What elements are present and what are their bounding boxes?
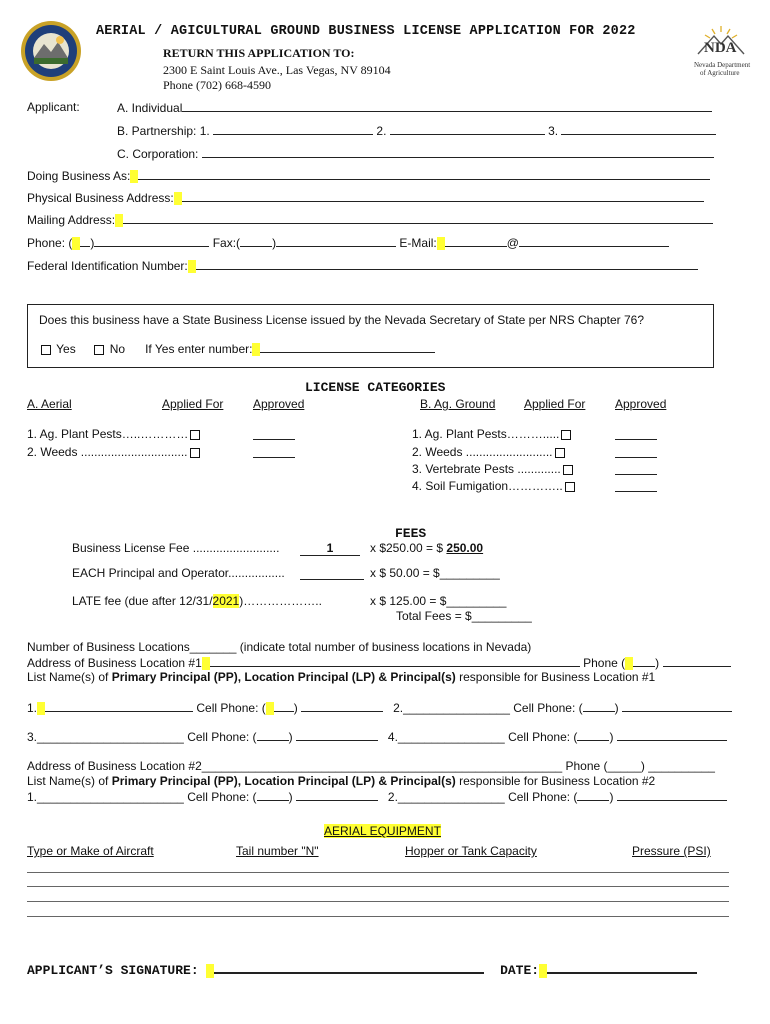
location-1-address-label: Address of Business Location #1 <box>27 656 202 670</box>
fed-id-label: Federal Identification Number: <box>27 259 188 273</box>
column-pressure: Pressure (PSI) <box>632 844 711 858</box>
location-2-principal-1[interactable]: 1.______________________ <box>27 790 184 804</box>
corporation-label: C. Corporation: <box>117 147 199 161</box>
principal-2[interactable]: 2.________________ <box>393 701 510 715</box>
aerial-item-2 <box>27 445 202 459</box>
dba-field[interactable] <box>138 168 710 180</box>
principal-fee-qty[interactable] <box>300 568 364 580</box>
contact-row <box>27 235 669 250</box>
mailing-address-field[interactable] <box>123 212 713 224</box>
fax-close: ) <box>272 236 277 250</box>
list1-pre: List Name(s) of <box>27 670 112 684</box>
partner-2-field[interactable] <box>390 123 545 135</box>
location-2-list-label <box>27 774 655 788</box>
ground-item-2 <box>412 445 567 459</box>
late-fee-post: )……………….. <box>239 594 322 608</box>
location-2-principal-1-cell-label: Cell Phone: ( <box>187 790 257 804</box>
aerial-item-2-label: 2. Weeds ................................ <box>27 445 188 459</box>
principal-2-cell-close: ) <box>614 701 619 715</box>
location-1-row-2 <box>27 729 727 744</box>
principal-fee-label: EACH Principal and Operator................. <box>72 566 285 580</box>
license-fee-total[interactable]: 250.00 <box>446 541 484 555</box>
individual-field[interactable] <box>182 100 712 112</box>
principal-3-cell-label: Cell Phone: ( <box>187 730 257 744</box>
license-fee-calc <box>370 541 483 555</box>
page-title: AERIAL / AGICULTURAL GROUND BUSINESS LICENSE APPLICATION FOR 2022 <box>96 24 636 39</box>
no-checkbox[interactable] <box>94 345 104 355</box>
partner-2-label: 2. <box>376 124 387 138</box>
fax-area-field[interactable] <box>240 235 272 247</box>
principal-2-cell-label: Cell Phone: ( <box>513 701 583 715</box>
aerial-heading: A. Aerial <box>27 397 72 411</box>
location-2-principal-1-cell-field[interactable] <box>296 789 378 801</box>
principal-4-cell-area[interactable] <box>577 729 609 741</box>
late-fee-label <box>72 594 322 608</box>
location-1-address-field[interactable] <box>210 655 580 667</box>
principal-2-cell-field[interactable] <box>622 700 732 712</box>
principal-1-field[interactable] <box>45 700 193 712</box>
location-2-principal-1-cell-area[interactable] <box>257 789 289 801</box>
principal-4-cell-field[interactable] <box>617 729 727 741</box>
late-fee-year: 2021 <box>212 594 240 608</box>
date-field[interactable] <box>547 959 697 974</box>
aerial-item-2-checkbox[interactable] <box>190 448 200 458</box>
aerial-approved-1[interactable] <box>253 428 295 440</box>
principal-4[interactable]: 4.________________ <box>387 730 505 744</box>
late-fee-calc: x $ 125.00 = $_________ <box>370 594 507 608</box>
aerial-item-1-checkbox[interactable] <box>190 430 200 440</box>
principal-3-cell-close: ) <box>288 730 293 744</box>
location-1-phone-field[interactable] <box>663 655 731 667</box>
list1-bold: Primary Principal (PP), Location Principal (LP) & Principal(s) <box>111 670 456 684</box>
fax-field[interactable] <box>276 235 396 247</box>
state-license-options <box>39 341 435 356</box>
date-label: DATE: <box>500 963 540 978</box>
ground-item-1-checkbox[interactable] <box>561 430 571 440</box>
applicant-label: Applicant: <box>27 100 80 114</box>
ground-item-3 <box>412 462 575 476</box>
ground-approved-heading: Approved <box>615 397 667 411</box>
yes-label: Yes <box>56 342 76 356</box>
column-hopper-capacity: Hopper or Tank Capacity <box>405 844 537 858</box>
fed-id-row <box>27 258 698 273</box>
return-address: 2300 E Saint Louis Ave., Las Vegas, NV 89104 <box>163 63 391 77</box>
equipment-row-4[interactable] <box>27 916 729 917</box>
phone-label: Phone: ( <box>27 236 73 250</box>
location-2-row-1 <box>27 789 727 804</box>
ground-item-4-checkbox[interactable] <box>565 482 575 492</box>
phone-field[interactable] <box>94 235 209 247</box>
total-fees: Total Fees = $_________ <box>396 609 532 623</box>
yes-checkbox[interactable] <box>41 345 51 355</box>
mailing-address-label: Mailing Address: <box>27 213 116 227</box>
corporation-row <box>117 146 714 161</box>
list2-post: responsible for Business Location #2 <box>455 774 656 788</box>
ground-approved-3[interactable] <box>615 463 657 475</box>
ground-applied-for-heading: Applied For <box>524 397 586 411</box>
location-2-principal-2-cell-area[interactable] <box>577 789 609 801</box>
phone-area-field[interactable] <box>72 237 80 250</box>
ground-heading: B. Ag. Ground <box>420 397 496 411</box>
email-at: @ <box>506 236 519 250</box>
late-fee-pre: LATE fee (due after 12/31/ <box>72 594 213 608</box>
state-license-number-field[interactable] <box>260 341 435 353</box>
principal-1-cell-field[interactable] <box>301 700 383 712</box>
if-yes-label: If Yes enter number: <box>145 342 253 356</box>
location-1-phone-label: Phone ( <box>583 656 626 670</box>
location-2-principal-2-cell-field[interactable] <box>617 789 727 801</box>
principal-3-cell-area[interactable] <box>257 729 289 741</box>
state-license-question: Does this business have a State Business License issued by the Nevada Secretary of State per NRS Chapter 76? <box>39 313 645 327</box>
number-of-locations: Number of Business Locations_______ (indicate total number of business locations in Nevada) <box>27 640 532 654</box>
license-fee-qty[interactable] <box>300 541 360 556</box>
location-1-address-row <box>27 655 731 670</box>
ground-item-3-label: 3. Vertebrate Pests ............. <box>412 462 561 476</box>
license-fee-qty-value: 1 <box>326 541 334 555</box>
ground-item-2-checkbox[interactable] <box>555 448 565 458</box>
location-2-principal-2-cell-close: ) <box>609 790 614 804</box>
fax-label: Fax:( <box>212 236 241 250</box>
aerial-approved-heading: Approved <box>253 397 305 411</box>
column-tail-number: Tail number "N" <box>236 844 319 858</box>
location-2-principal-2[interactable]: 2.________________ <box>387 790 505 804</box>
principal-3-cell-field[interactable] <box>296 729 378 741</box>
physical-address-field[interactable] <box>182 190 704 202</box>
location-1-list-label <box>27 670 655 684</box>
license-fee-calc-label: x $250.00 = $ <box>370 541 444 555</box>
ground-item-3-checkbox[interactable] <box>563 465 573 475</box>
principal-3[interactable]: 3.______________________ <box>27 730 184 744</box>
aerial-applied-for-heading: Applied For <box>162 397 224 411</box>
aerial-item-1 <box>27 427 202 441</box>
license-categories-title: LICENSE CATEGORIES <box>305 380 446 395</box>
ground-item-1 <box>412 427 573 441</box>
location-1-phone-close: ) <box>655 656 660 670</box>
ground-item-4-label: 4. Soil Fumigation………….. <box>412 479 563 493</box>
email-domain-field[interactable] <box>519 235 669 247</box>
phone-close: ) <box>90 236 95 250</box>
mailing-address-row <box>27 212 713 227</box>
fed-id-field[interactable] <box>196 258 698 270</box>
location-2-principal-2-cell-label: Cell Phone: ( <box>508 790 578 804</box>
ground-approved-2[interactable] <box>615 446 657 458</box>
partner-3-field[interactable] <box>561 123 716 135</box>
principal-1-cell-area[interactable] <box>266 702 274 715</box>
principal-fee-calc: x $ 50.00 = $_________ <box>370 566 500 580</box>
location-1-phone-area[interactable] <box>625 657 633 670</box>
nda-logo-sub1: Nevada Department <box>694 61 751 69</box>
ground-item-2-label: 2. Weeds .......................... <box>412 445 553 459</box>
ground-item-1-label: 1. Ag. Plant Pests………..... <box>412 427 560 441</box>
location-2-address[interactable]: Address of Business Location #2______________________________________________________ Phone (_____) __________ <box>27 759 715 773</box>
aerial-item-1-label: 1. Ag. Plant Pests…..………… <box>27 427 189 441</box>
list1-post: responsible for Business Location #1 <box>455 670 656 684</box>
partner-1-field[interactable] <box>213 123 373 135</box>
principal-1-cell-label: Cell Phone: ( <box>196 701 266 715</box>
principal-2-cell-area[interactable] <box>583 700 615 712</box>
equipment-row-1[interactable] <box>27 872 729 873</box>
partnership-label: B. Partnership: 1. <box>117 124 210 138</box>
aerial-approved-2[interactable] <box>253 446 295 458</box>
license-fee-label: Business License Fee .......................... <box>72 541 280 555</box>
physical-address-label: Physical Business Address: <box>27 191 174 205</box>
signature-label: APPLICANT’S SIGNATURE: <box>27 963 199 978</box>
column-aircraft: Type or Make of Aircraft <box>27 844 154 858</box>
principal-1-cell-close: ) <box>293 701 298 715</box>
nevada-state-seal <box>20 20 82 82</box>
principal-1-label: 1. <box>27 701 38 715</box>
partner-3-label: 3. <box>548 124 559 138</box>
physical-address-row <box>27 190 704 205</box>
equipment-row-2[interactable] <box>27 886 729 887</box>
ground-item-4 <box>412 479 577 493</box>
principal-4-cell-label: Cell Phone: ( <box>508 730 578 744</box>
equipment-row-3[interactable] <box>27 901 729 902</box>
individual-row <box>117 100 712 115</box>
location-2-principal-1-cell-close: ) <box>288 790 293 804</box>
nda-logo-text: NDA <box>704 40 737 56</box>
nda-logo <box>690 24 752 80</box>
signature-row <box>27 959 697 978</box>
ground-approved-1[interactable] <box>615 428 657 440</box>
partnership-row <box>117 123 716 138</box>
email-label: E-Mail: <box>399 236 437 250</box>
signature-field[interactable] <box>214 959 484 974</box>
aerial-equipment-title: AERIAL EQUIPMENT <box>324 824 441 838</box>
location-1-row-1 <box>27 700 732 715</box>
dba-row <box>27 168 710 183</box>
return-phone: Phone (702) 668-4590 <box>163 78 271 92</box>
principal-4-cell-close: ) <box>609 730 614 744</box>
email-user-field[interactable] <box>445 235 507 247</box>
fees-title: FEES <box>395 526 427 541</box>
individual-label: A. Individual <box>117 101 183 115</box>
list2-bold: Primary Principal (PP), Location Principal (LP) & Principal(s) <box>111 774 456 788</box>
corporation-field[interactable] <box>202 146 714 158</box>
no-label: No <box>109 342 126 356</box>
nda-logo-sub2: of Agriculture <box>700 69 740 77</box>
list2-pre: List Name(s) of <box>27 774 112 788</box>
return-label: RETURN THIS APPLICATION TO: <box>163 46 355 60</box>
ground-approved-4[interactable] <box>615 480 657 492</box>
dba-label: Doing Business As: <box>27 169 131 183</box>
